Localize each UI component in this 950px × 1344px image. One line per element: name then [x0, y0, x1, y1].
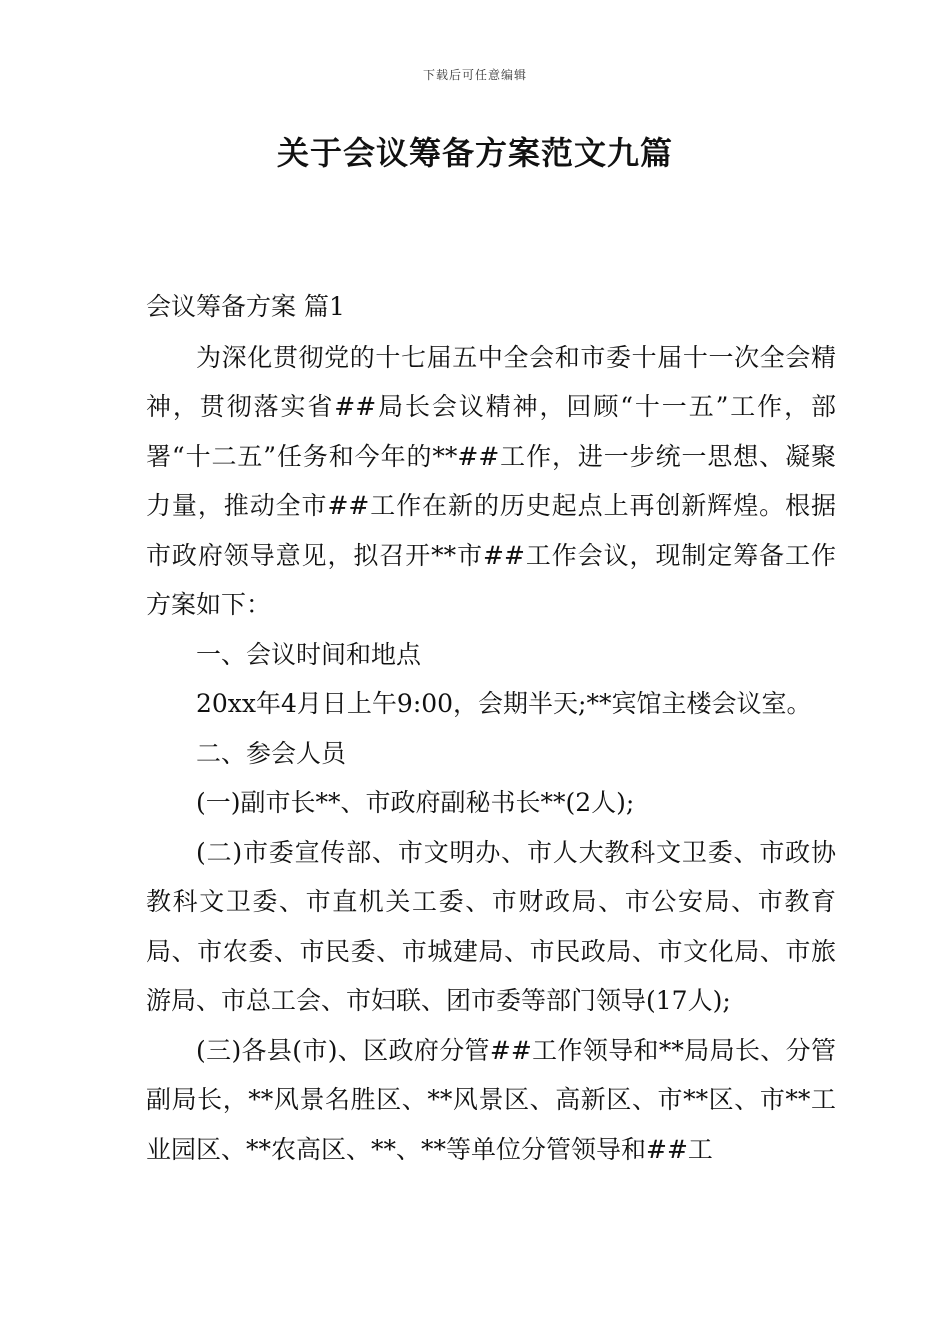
paragraph-attendees-1: (一)副市长**、市政府副秘书长**(2人); — [196, 788, 635, 817]
section-heading: 会议筹备方案 篇1 — [146, 292, 345, 321]
paragraph-attendees-2: (二)市委宣传部、市文明办、市人大教科文卫委、市政协教科文卫委、市直机关工委、市财政局、市公安局、市教育局、市农委、市民委、市城建局、市民政局、市文化局、市旅游局、市总工会、市妇联、团市委等部门领导(17人); — [146, 837, 836, 1015]
paragraph-attendees-3: (三)各县(市)、区政府分管##工作领导和**局局长、分管副局长，**风景名胜区、**风景区、高新区、市**区、市**工业园区、**农高区、**、**等单位分管领导和##工 — [146, 1035, 836, 1164]
document-title: 关于会议筹备方案范文九篇 — [276, 134, 673, 172]
paragraph-time-location: 20xx年4月日上午9:00，会期半天;**宾馆主楼会议室。 — [196, 689, 812, 718]
heading-attendees: 二、参会人员 — [196, 738, 347, 768]
paragraph-intro: 为深化贯彻党的十七届五中全会和市委十届十一次全会精神，贯彻落实省##局长会议精神，回顾“十一五”工作，部署“十二五”任务和今年的**##工作，进一步统一思想、凝聚力量，推动全市##工作在新的历史起点上再创新辉煌。根据市政府领导意见，拟召开**市##工作会议，现制定筹备工作方案如下： — [146, 342, 836, 619]
header-note: 下载后可任意编辑 — [422, 68, 527, 82]
heading-time-location: 一、会议时间和地点 — [196, 639, 422, 669]
document-body — [146, 282, 836, 1174]
